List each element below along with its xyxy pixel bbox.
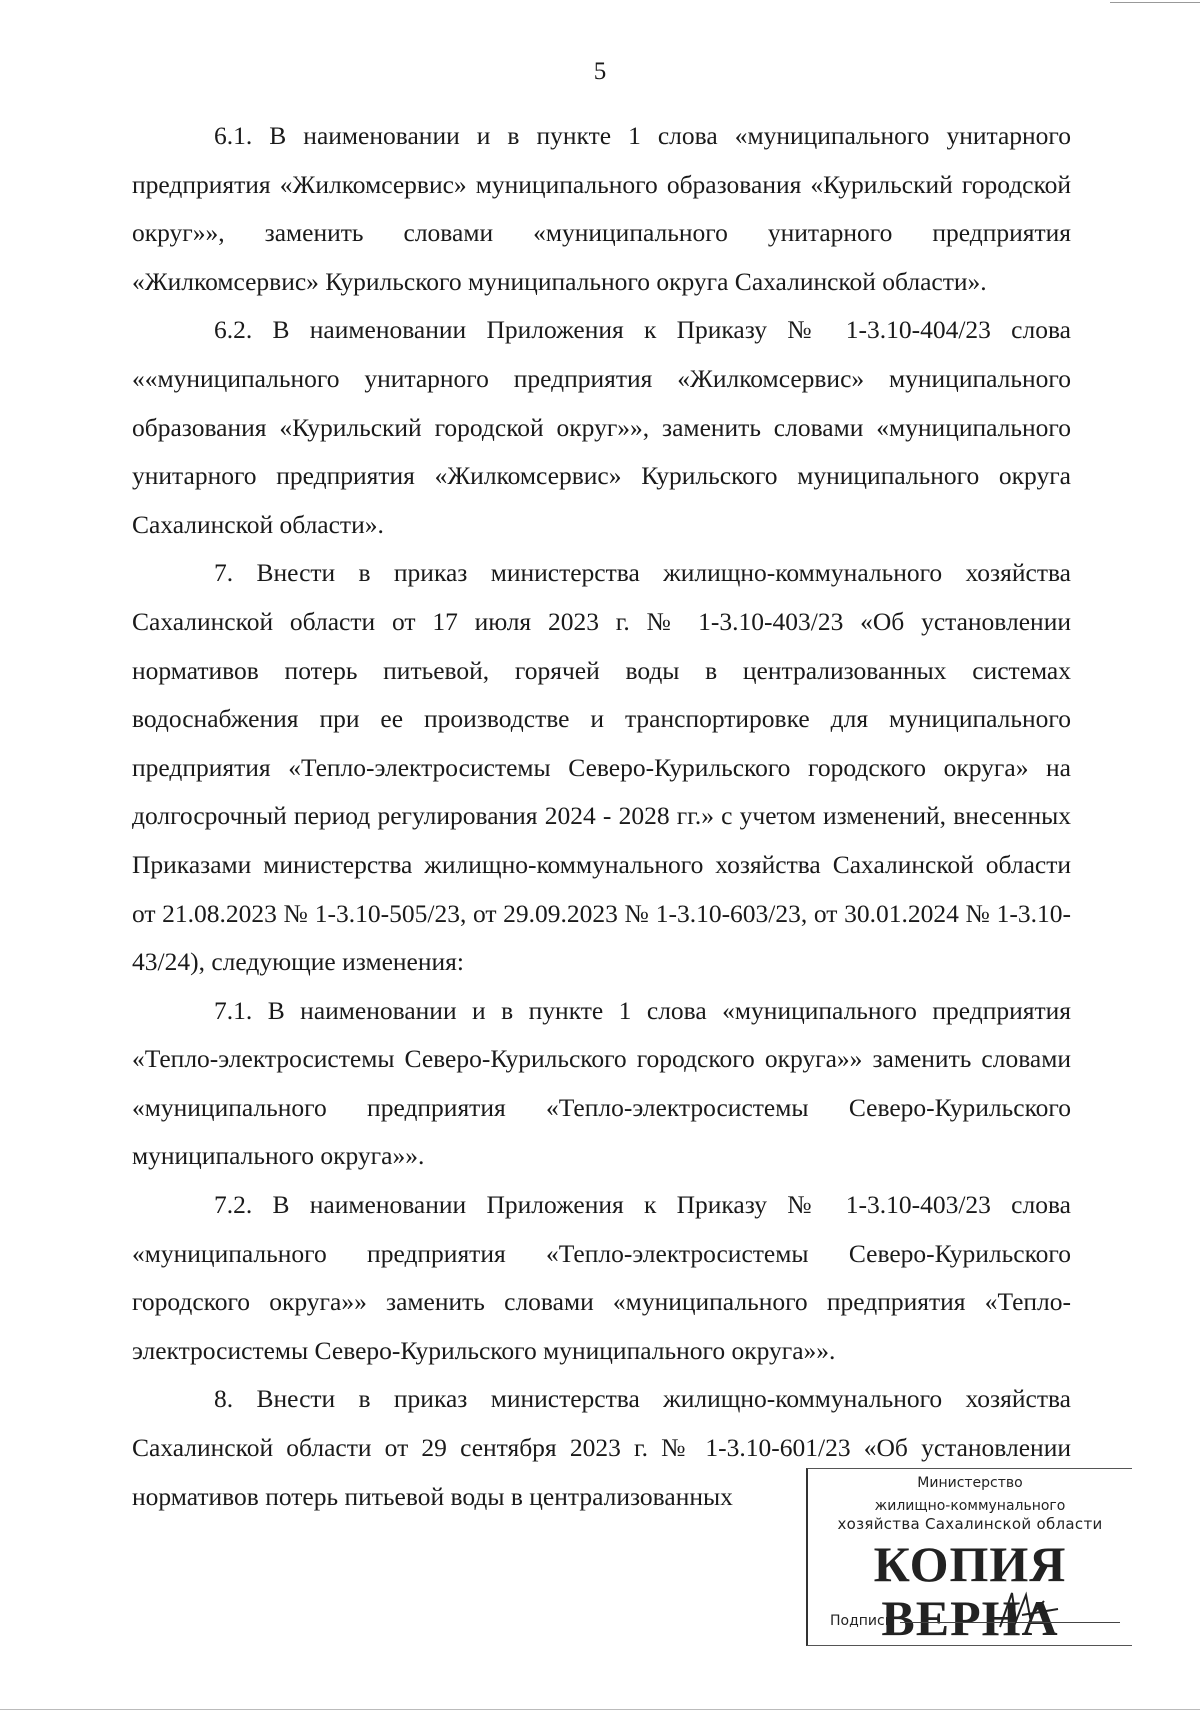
page-number: 5 [593,58,607,85]
stamp-signature-label: Подпись [830,1613,893,1629]
paragraph-8: 8. Внести в приказ министерства жилищно-коммунального хозяйства Сахалинской области от 29 сентября 2023 г. № 1-3.10-601/23 «Об установлении нормативов потерь питьевой воды в централизованных [132,1384,1071,1511]
bottom-edge-line [0,1709,1200,1710]
paragraph-6-2: 6.2. В наименовании Приложения к Приказу № 1-3.10-404/23 слова ««муниципального унитарного предприятия «Жилкомсервис» муниципального образования «Курильский городской округ»», заменить словами «муниципального унитарного предприятия «Жилкомсервис» Курильского муниципального округа Сахалинской области». [132,315,1071,539]
paragraph-7-2: 7.2. В наименовании Приложения к Приказу № 1-3.10-403/23 слова «муниципального предприятия «Тепло-электросистемы Северо-Курильского городского округа»» заменить словами «муниципального предприятия «Тепло-электросистемы Северо-Курильского муниципального округа»». [132,1190,1071,1365]
paragraph-6-1: 6.1. В наименовании и в пункте 1 слова «муниципального унитарного предприятия «Жилкомсервис» муниципального образования «Курильский городской округ»», заменить словами «муниципального унитарного предприятия «Жилкомсервис» Курильского муниципального округа Сахалинской области». [132,121,1071,296]
certified-copy-stamp [806,1468,1132,1646]
top-edge-line [1110,2,1200,3]
stamp-title: КОПИЯ ВЕРНА [873,1536,1067,1646]
stamp-org-name-3: хозяйства Сахалинской области [837,1515,1103,1533]
document-body [132,112,1071,1521]
stamp-org-name: Министерство [917,1475,1023,1491]
signature-scribble-icon [996,1587,1066,1631]
paragraph-7: 7. Внести в приказ министерства жилищно-коммунального хозяйства Сахалинской области от 17 июля 2023 г. № 1-3.10-403/23 «Об установлении нормативов потерь питьевой, горячей воды в централизованных системах водоснабжения при ее производстве и транспортировке для муниципального предприятия «Тепло-электросистемы Северо-Курильского городского округа» на долгосрочный период регулирования 2024 - 2028 гг.» с учетом изменений, внесенных Приказами министерства жилищно-коммунального хозяйства Сахалинской области от 21.08.2023 № 1-3.10-505/23, от 29.09.2023 № 1-3.10-603/23, от 30.01.2024 № 1-3.10-43/24), следующие изменения: [132,558,1071,977]
paragraph-7-1: 7.1. В наименовании и в пункте 1 слова «муниципального предприятия «Тепло-электросистемы Северо-Курильского городского округа»» заменить словами «муниципального предприятия «Тепло-электросистемы Северо-Курильского муниципального округа»». [132,995,1071,1171]
stamp-org-name-2: жилищно-коммунального [874,1498,1066,1514]
